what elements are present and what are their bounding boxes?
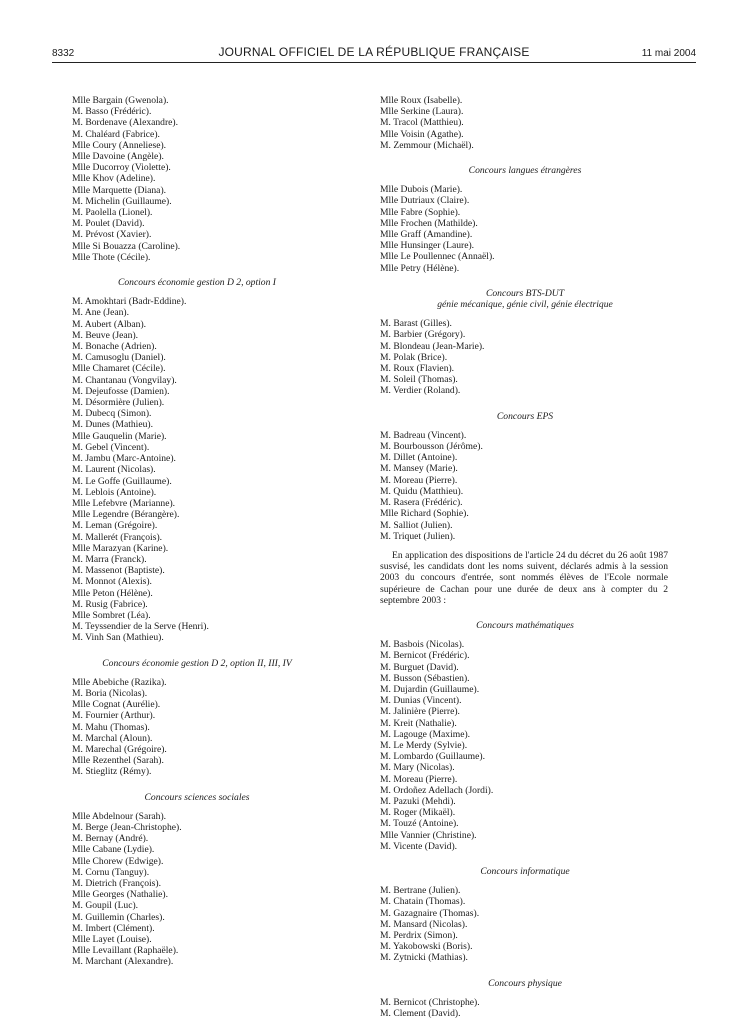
list-item: M. Fournier (Arthur). bbox=[72, 710, 156, 722]
list-item: Mlle Lefebvre (Marianne). bbox=[72, 497, 176, 509]
list-item: M. Roger (Mikaël). bbox=[380, 807, 456, 819]
list-item: M. Marechal (Grégoire). bbox=[72, 743, 167, 755]
list-item: Mlle Davoine (Angèle). bbox=[72, 151, 164, 163]
list-item: M. Dunias (Vincent). bbox=[380, 695, 462, 707]
list-item: M. Laurent (Nicolas). bbox=[72, 464, 156, 476]
list-item: Mlle Richard (Sophie). bbox=[380, 508, 469, 520]
list-item: M. Bonache (Adrien). bbox=[72, 341, 157, 353]
list-item: Mlle Petry (Hélène). bbox=[380, 262, 460, 274]
list-item: Mlle Gauquelin (Marie). bbox=[72, 430, 167, 442]
list-item: Mlle Cabane (Lydie). bbox=[72, 844, 155, 856]
list-item: M. Dubecq (Simon). bbox=[72, 408, 152, 420]
list-item: M. Rusig (Fabrice). bbox=[72, 598, 148, 610]
section-title-text: Concours économie gestion D 2, option II, III, IV bbox=[102, 657, 292, 669]
list-item: M. Amokhtari (Badr-Eddine). bbox=[72, 296, 187, 308]
list-item: M. Tracol (Matthieu). bbox=[380, 117, 464, 129]
list-item: M. Perdrix (Simon). bbox=[380, 930, 458, 941]
list-item: Mlle Hunsinger (Laure). bbox=[380, 240, 475, 252]
list-item: M. Basso (Frédéric). bbox=[72, 106, 152, 118]
list-item: M. Ane (Jean). bbox=[72, 307, 130, 319]
list-item: M. Zemmour (Michaël). bbox=[380, 139, 474, 151]
list-item: M. Leblois (Antoine). bbox=[72, 486, 157, 498]
list-item: M. Dejeufosse (Damien). bbox=[72, 385, 170, 397]
section bbox=[380, 866, 680, 964]
list-item: M. Chantanau (Vongvilay). bbox=[72, 374, 177, 386]
list-item: M. Mansard (Nicolas). bbox=[380, 918, 468, 930]
list-item: Mlle Legendre (Bérangère). bbox=[72, 509, 180, 521]
list-item: M. Chaléard (Fabrice). bbox=[72, 128, 160, 140]
list-item: M. Barast (Gilles). bbox=[380, 318, 452, 330]
list-item: Mlle Peton (Hélène). bbox=[72, 587, 153, 599]
section-title bbox=[72, 277, 322, 288]
list-item: Mlle Bargain (Gwenola). bbox=[72, 95, 169, 106]
list-item: M. Camusoglu (Daniel). bbox=[72, 352, 166, 364]
list-item: M. Badreau (Vincent). bbox=[380, 429, 467, 441]
list-item: M. Roux (Flavien). bbox=[380, 363, 455, 375]
list-item: M. Poulet (David). bbox=[72, 218, 145, 230]
list-item: M. Triquet (Julien). bbox=[380, 530, 456, 542]
list-item: Mlle Dubois (Marie). bbox=[380, 184, 463, 196]
page-number: 8332 bbox=[52, 48, 75, 59]
list-item: Mlle Coury (Anneliese). bbox=[72, 139, 167, 151]
list-item: M. Lagouge (Maxime). bbox=[380, 728, 471, 740]
list-item: M. Soleil (Thomas). bbox=[380, 374, 458, 386]
candidate-list bbox=[380, 430, 680, 542]
list-item: Mlle Chamaret (Cécile). bbox=[72, 363, 166, 375]
list-item: M. Cornu (Tanguy). bbox=[72, 866, 150, 878]
list-item: M. Imbert (Clément). bbox=[72, 922, 155, 934]
list-item: M. Bernay (André). bbox=[72, 833, 149, 845]
section-title-text: Concours sciences sociales bbox=[144, 791, 250, 803]
list-item: Mlle Serkine (Laura). bbox=[380, 106, 464, 118]
list-item: M. Marra (Franck). bbox=[72, 553, 147, 565]
list-item: Mlle Layet (Louise). bbox=[72, 934, 152, 946]
list-item: M. Kreit (Nathalie). bbox=[380, 717, 457, 729]
list-item: M. Boria (Nicolas). bbox=[72, 687, 148, 699]
list-item: M. Bernicot (Christophe). bbox=[380, 996, 480, 1008]
list-item: M. Dietrich (François). bbox=[72, 878, 161, 889]
candidate-list bbox=[380, 184, 680, 274]
list-item: M. Yakobowski (Boris). bbox=[380, 941, 473, 953]
candidate-list bbox=[380, 997, 680, 1019]
section-title bbox=[380, 866, 670, 877]
candidate-list bbox=[72, 811, 342, 968]
candidate-list bbox=[72, 677, 342, 778]
list-item: Mlle Thote (Cécile). bbox=[72, 251, 151, 263]
list-item: M. Ordoñez Adellach (Jordi). bbox=[380, 784, 494, 796]
list-item: M. Massenot (Baptiste). bbox=[72, 565, 165, 577]
list-item: M. Mahu (Thomas). bbox=[72, 721, 150, 733]
section bbox=[72, 95, 342, 263]
list-item: Mlle Abdelnour (Sarah). bbox=[72, 810, 167, 822]
list-item: Mlle Dutriaux (Claire). bbox=[380, 195, 470, 207]
list-item: M. Mallerét (François). bbox=[72, 531, 163, 543]
candidate-list bbox=[380, 885, 680, 963]
list-item: M. Aubert (Alban). bbox=[72, 318, 147, 330]
list-item: M. Moreau (Pierre). bbox=[380, 773, 458, 785]
section-title bbox=[72, 792, 322, 803]
section-title bbox=[380, 620, 670, 631]
list-item: M. Teyssendier de la Serve (Henri). bbox=[72, 621, 209, 633]
list-item: M. Moreau (Pierre). bbox=[380, 474, 458, 486]
section-title-text: Concours EPS bbox=[496, 410, 554, 422]
section bbox=[380, 620, 680, 852]
list-item: M. Le Merdy (Sylvie). bbox=[380, 739, 468, 751]
section-title-text: Concours économie gestion D 2, option I bbox=[117, 277, 276, 289]
candidate-list bbox=[380, 639, 680, 852]
candidate-list bbox=[380, 95, 680, 151]
list-item: M. Dujardin (Guillaume). bbox=[380, 683, 480, 695]
section-subtitle: génie mécanique, génie civil, génie électrique bbox=[437, 299, 613, 311]
list-item: M. Bordenave (Alexandre). bbox=[72, 117, 179, 129]
list-item: M. Gazagnaire (Thomas). bbox=[380, 907, 480, 919]
list-item: M. Gebel (Vincent). bbox=[72, 441, 150, 453]
list-item: M. Goupil (Luc). bbox=[72, 900, 139, 912]
right-column bbox=[380, 95, 680, 1019]
section-title-text: Concours langues étrangères bbox=[468, 165, 582, 177]
list-item: M. Clement (David). bbox=[380, 1008, 461, 1019]
list-item: M. Chatain (Thomas). bbox=[380, 896, 466, 908]
header-rule bbox=[52, 62, 696, 63]
list-item: Mlle Frochen (Mathilde). bbox=[380, 217, 478, 229]
list-item: M. Bourbousson (Jérôme). bbox=[380, 441, 483, 453]
left-column bbox=[72, 95, 342, 968]
section-title-text: Concours physique bbox=[488, 977, 562, 989]
list-item: Mlle Ducorroy (Violette). bbox=[72, 162, 171, 174]
list-item: M. Monnot (Alexis). bbox=[72, 576, 152, 588]
section bbox=[380, 978, 680, 1019]
section-title bbox=[380, 165, 670, 176]
list-item: M. Vicente (David). bbox=[380, 840, 458, 852]
section bbox=[72, 792, 342, 968]
list-item: M. Jalinière (Pierre). bbox=[380, 706, 460, 718]
candidate-list bbox=[72, 95, 342, 263]
list-item: Mlle Levaillant (Raphaële). bbox=[72, 945, 179, 957]
section bbox=[380, 95, 680, 151]
list-item: M. Dunes (Mathieu). bbox=[72, 419, 153, 431]
list-item: M. Michelin (Guillaume). bbox=[72, 195, 172, 207]
list-item: M. Blondeau (Jean-Marie). bbox=[380, 340, 485, 352]
section bbox=[380, 165, 680, 274]
list-item: M. Guillemin (Charles). bbox=[72, 911, 165, 923]
list-item: M. Rasera (Frédéric). bbox=[380, 497, 463, 509]
list-item: M. Polak (Brice). bbox=[380, 351, 448, 363]
section bbox=[72, 658, 342, 778]
section bbox=[380, 411, 680, 542]
list-item: M. Jambu (Marc-Antoine). bbox=[72, 453, 176, 465]
list-item: Mlle Graff (Amandine). bbox=[380, 229, 473, 241]
list-item: M. Marchant (Alexandre). bbox=[72, 956, 174, 968]
list-item: Mlle Le Poullennec (Annaël). bbox=[380, 251, 495, 263]
section-title bbox=[380, 288, 670, 310]
list-item: Mlle Chorew (Edwige). bbox=[72, 855, 164, 867]
list-item: M. Lombardo (Guillaume). bbox=[380, 751, 485, 763]
list-item: M. Mary (Nicolas). bbox=[380, 762, 455, 774]
list-item: M. Bertrane (Julien). bbox=[380, 885, 461, 897]
list-item: Mlle Si Bouazza (Caroline). bbox=[72, 240, 181, 252]
list-item: M. Vinh San (Mathieu). bbox=[72, 632, 164, 644]
journal-title: JOURNAL OFFICIEL DE LA RÉPUBLIQUE FRANÇAISE bbox=[218, 45, 530, 59]
section-title-text: Concours informatique bbox=[480, 865, 570, 877]
section-title bbox=[380, 978, 670, 989]
list-item: Mlle Fabre (Sophie). bbox=[380, 206, 461, 218]
decree-paragraph: En application des dispositions de l'article 24 du décret du 26 août 1987 susvisé, les candidats dont les noms suivent, déclarés admis à la session 2003 du concours d'entrée, sont nommés élèves de l'Ecole normale supérieure de Cachan pour une durée de deux ans à compter du 2 septembre 2003 : bbox=[380, 549, 668, 606]
list-item: M. Salliot (Julien). bbox=[380, 519, 453, 531]
publication-date: 11 mai 2004 bbox=[641, 48, 696, 59]
list-item: M. Busson (Sébastien). bbox=[380, 672, 470, 684]
list-item: M. Marchal (Aloun). bbox=[72, 732, 153, 744]
section-title-text: Concours mathématiques bbox=[476, 619, 574, 631]
list-item: M. Paolella (Lionel). bbox=[72, 207, 153, 219]
list-item: M. Dillet (Antoine). bbox=[380, 452, 458, 464]
section bbox=[72, 277, 342, 644]
list-item: M. Quidu (Matthieu). bbox=[380, 485, 464, 497]
list-item: Mlle Vannier (Christine). bbox=[380, 829, 477, 841]
list-item: Mlle Voisin (Agathe). bbox=[380, 128, 464, 140]
list-item: M. Désormière (Julien). bbox=[72, 397, 165, 409]
section bbox=[380, 288, 680, 397]
list-item: Mlle Khov (Adeline). bbox=[72, 173, 156, 185]
list-item: M. Basbois (Nicolas). bbox=[380, 639, 465, 651]
list-item: M. Mansey (Marie). bbox=[380, 463, 458, 475]
list-item: Mlle Marquette (Diana). bbox=[72, 184, 167, 196]
section-title bbox=[72, 658, 322, 669]
section-title-text: Concours BTS-DUT bbox=[485, 287, 565, 299]
list-item: M. Bernicot (Frédéric). bbox=[380, 650, 470, 662]
list-item: M. Burguet (David). bbox=[380, 661, 459, 673]
list-item: M. Beuve (Jean). bbox=[72, 329, 139, 341]
candidate-list bbox=[380, 318, 680, 396]
list-item: M. Stieglitz (Rémy). bbox=[72, 766, 152, 778]
list-item: Mlle Rezenthel (Sarah). bbox=[72, 755, 164, 767]
list-item: M. Pazuki (Mehdi). bbox=[380, 795, 456, 807]
list-item: M. Prévost (Xavier). bbox=[72, 229, 152, 241]
list-item: Mlle Cognat (Aurélie). bbox=[72, 699, 161, 711]
list-item: Mlle Roux (Isabelle). bbox=[380, 95, 463, 106]
list-item: M. Barbier (Grégory). bbox=[380, 329, 466, 341]
section-title bbox=[380, 411, 670, 422]
list-item: M. Berge (Jean-Christophe). bbox=[72, 821, 182, 833]
list-item: Mlle Abebiche (Razika). bbox=[72, 676, 167, 688]
list-item: M. Le Goffe (Guillaume). bbox=[72, 475, 172, 487]
list-item: M. Leman (Grégoire). bbox=[72, 520, 158, 532]
section bbox=[380, 550, 680, 606]
list-item: M. Touzé (Antoine). bbox=[380, 818, 459, 830]
list-item: M. Verdier (Roland). bbox=[380, 385, 461, 397]
list-item: Mlle Marazyan (Karine). bbox=[72, 542, 169, 554]
list-item: Mlle Sombret (Léa). bbox=[72, 609, 151, 621]
list-item: M. Zytnicki (Mathias). bbox=[380, 952, 468, 964]
candidate-list bbox=[72, 296, 342, 643]
list-item: Mlle Georges (Nathalie). bbox=[72, 889, 168, 901]
